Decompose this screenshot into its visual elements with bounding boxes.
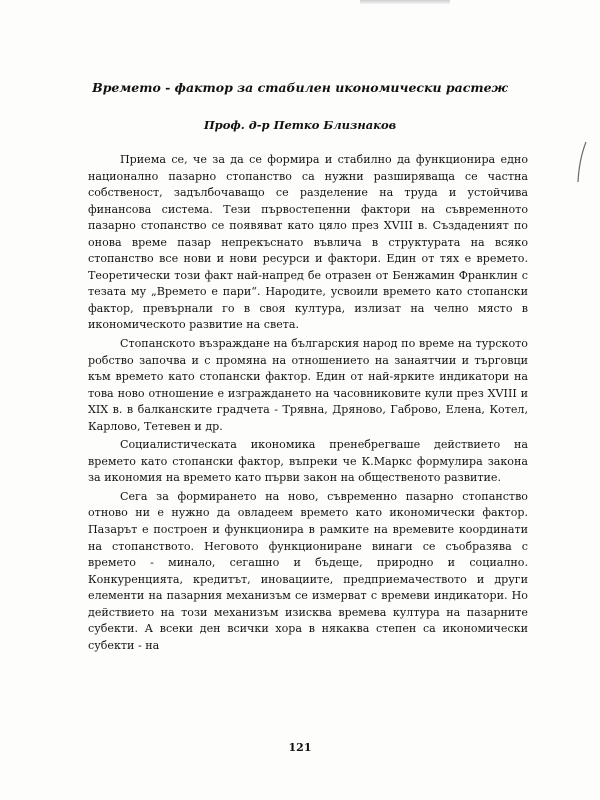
paragraph: Приема се, че за да се формира и стабилно да функционира едно национално пазарно стопанство са нужни разширяваща се частна собственост, задълбочаващо се разделение на труда и устойчива финансова система. Тези първостепенни фактори на съвременното пазарно стопанство се появяват като цяло през XVIII в. Създаденият по онова време пазар непрекъснато въвлича в структурата на всяко стопанство все нови и нови ресурси и фактори. Един от тях е времето. Теоретически този факт най-напред бе отразен от Бенжамин Франклин с тезата му „Времето е пари“. Народите, усвоили времето като стопански фактор, превърнали го в своя култура, излизат на челно място в икономическото развитие на света.: [88, 153, 528, 332]
scan-edge-shadow: [360, 0, 450, 4]
paragraph: Сега за формирането на ново, съвременно пазарно стопанство отново ни е нужно да овладеем времето като икономически фактор. Пазарът е построен и функционира в рамките на времевите координати на стопанството. Неговото функциониране винаги се съобразява с времето - минало, сегашно и бъдеще, природно и социално. Конкуренцията, кредитът, иновациите, предприемачеството и други елементи на пазарния механизъм се измерват с времеви индикатори. Но действието на този механизъм изисква времева култура на пазарните субекти. А всеки ден всички хора в някаква степен са икономически субекти - на: [88, 489, 528, 652]
paragraph: Стопанското възраждане на българския народ по време на турското робство започва и с промяна на отношението на занаятчии и търговци към времето като стопански фактор. Един от най-ярките индикатори на това ново отношение е изграждането на часовниковите кули през XVIII и XIX в. в балканските градчета - Трявна, Дряново, Габрово, Елена, Котел, Карлово, Тетевен и др.: [88, 337, 528, 433]
article-body: [88, 152, 528, 656]
page-number: 121: [288, 741, 312, 754]
margin-pencil-mark: [575, 140, 589, 184]
document-author: Проф. д-р Петко Близнаков: [203, 118, 397, 132]
document-title: Времето - фактор за стабилен икономически растеж: [92, 80, 508, 95]
paragraph: Социалистическата икономика пренебрегваше действието на времето като стопански фактор, въпреки че К.Маркс формулира закона за икономия на времето като първи закон на общественото развитие.: [88, 438, 528, 485]
